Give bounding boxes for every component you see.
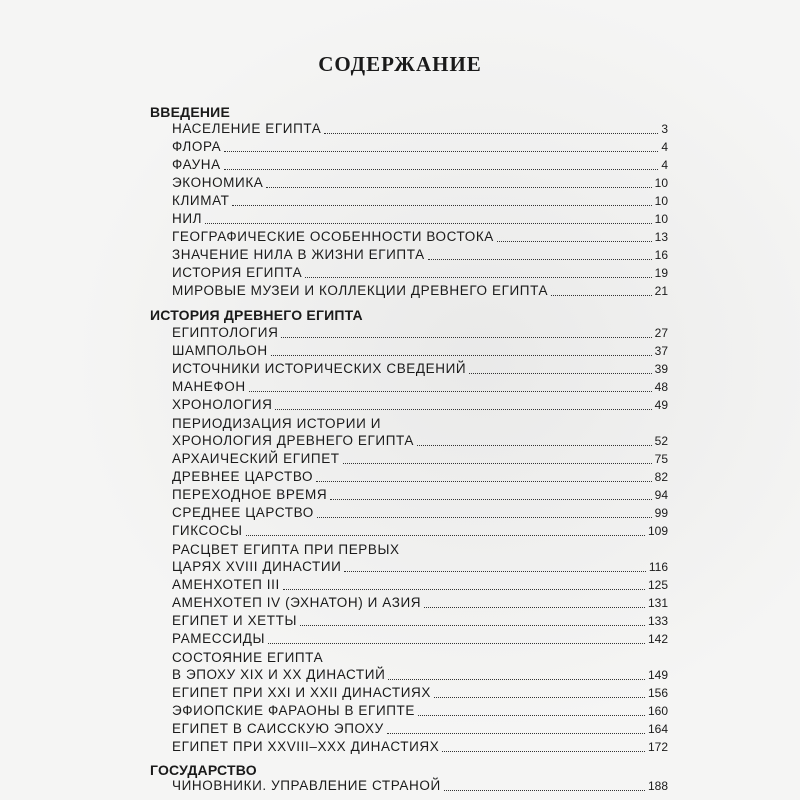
toc-entry: ФЛОРА 4	[172, 139, 668, 154]
toc-entry: МИРОВЫЕ МУЗЕИ И КОЛЛЕКЦИИ ДРЕВНЕГО ЕГИПТА 21	[172, 283, 668, 298]
toc-entry: ИСТОРИЯ ЕГИПТА 19	[172, 265, 668, 280]
toc-entry: АМЕНХОТЕП IV (ЭХНАТОН) И АЗИЯ 131	[172, 595, 668, 610]
toc-entry: В ЭПОХУ XIX И XX ДИНАСТИЙ 149	[172, 667, 668, 682]
toc-entry: НАСЕЛЕНИЕ ЕГИПТА 3	[172, 121, 668, 136]
toc-entry: ЕГИПЕТ ПРИ XXI И XXII ДИНАСТИЯХ 156	[172, 685, 668, 700]
toc-entry: ИСТОЧНИКИ ИСТОРИЧЕСКИХ СВЕДЕНИЙ 39	[172, 361, 668, 376]
toc-entry: ЕГИПТОЛОГИЯ 27	[172, 325, 668, 340]
toc-entry: ДРЕВНЕЕ ЦАРСТВО 82	[172, 469, 668, 484]
toc-entry: ЕГИПЕТ ПРИ XXVIII–XXX ДИНАСТИЯХ 172	[172, 739, 668, 754]
toc-entry: АРХАИЧЕСКИЙ ЕГИПЕТ 75	[172, 451, 668, 466]
toc-entry: ХРОНОЛОГИЯ ДРЕВНЕГО ЕГИПТА 52	[172, 433, 668, 448]
toc-entry: РАМЕССИДЫ 142	[172, 631, 668, 646]
toc-entry: НИЛ 10	[172, 211, 668, 226]
toc-entry: ЭФИОПСКИЕ ФАРАОНЫ В ЕГИПТЕ 160	[172, 703, 668, 718]
toc-entry: ЭКОНОМИКА 10	[172, 175, 668, 190]
toc-entry: ГИКСОСЫ 109	[172, 523, 668, 538]
section-heading-introduction: ВВЕДЕНИЕ	[150, 104, 230, 120]
toc-entry: ЧИНОВНИКИ. УПРАВЛЕНИЕ СТРАНОЙ 188	[172, 778, 668, 793]
toc-entry: СРЕДНЕЕ ЦАРСТВО 99	[172, 505, 668, 520]
toc-entry: ХРОНОЛОГИЯ 49	[172, 397, 668, 412]
toc-entry: ЗНАЧЕНИЕ НИЛА В ЖИЗНИ ЕГИПТА 16	[172, 247, 668, 262]
section-heading-state: ГОСУДАРСТВО	[150, 762, 257, 778]
section-heading-ancient-egypt-history: ИСТОРИЯ ДРЕВНЕГО ЕГИПТА	[150, 307, 363, 323]
toc-entry: ФАУНА 4	[172, 157, 668, 172]
toc-entry: АМЕНХОТЕП III 125	[172, 577, 668, 592]
toc-entry: МАНЕФОН 48	[172, 379, 668, 394]
toc-entry: ЕГИПЕТ В САИССКУЮ ЭПОХУ 164	[172, 721, 668, 736]
toc-entry: ШАМПОЛЬОН 37	[172, 343, 668, 358]
page-title: СОДЕРЖАНИЕ	[318, 52, 482, 76]
toc-entry: КЛИМАТ 10	[172, 193, 668, 208]
toc-entry-first-line: РАСЦВЕТ ЕГИПТА ПРИ ПЕРВЫХ	[172, 542, 400, 557]
toc-entry: ПЕРЕХОДНОЕ ВРЕМЯ 94	[172, 487, 668, 502]
toc-entry: ГЕОГРАФИЧЕСКИЕ ОСОБЕННОСТИ ВОСТОКА 13	[172, 229, 668, 244]
toc-entry-first-line: ПЕРИОДИЗАЦИЯ ИСТОРИИ И	[172, 416, 382, 431]
toc-entry: ЦАРЯХ XVIII ДИНАСТИИ 116	[172, 559, 668, 574]
toc-entry: ЕГИПЕТ И ХЕТТЫ 133	[172, 613, 668, 628]
toc-entry-first-line: СОСТОЯНИЕ ЕГИПТА	[172, 650, 324, 665]
